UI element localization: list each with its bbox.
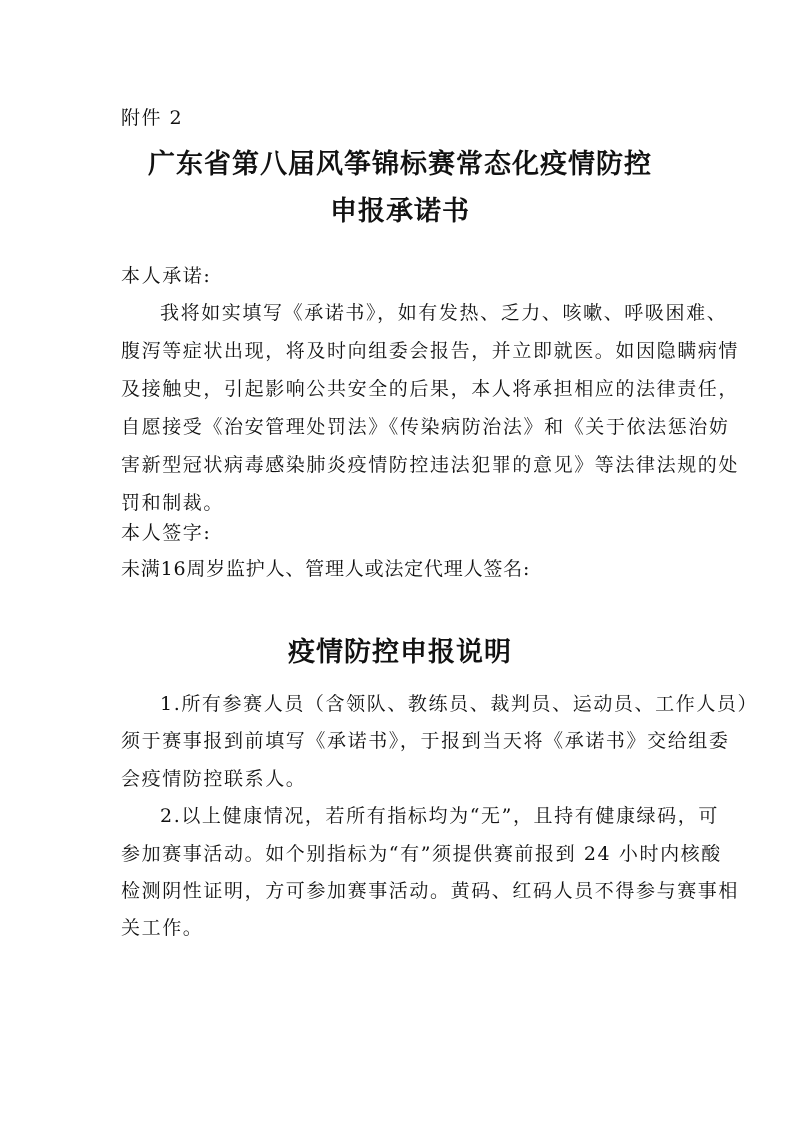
instruction-item-1-line: 1.所有参赛人员（含领队、教练员、裁判员、运动员、工作人员）: [160, 693, 759, 715]
pledge-line: 自愿接受《治安管理处罚法》《传染病防治法》和《关于依法惩治妨: [121, 416, 730, 438]
pledge-line: 及接触史，引起影响公共安全的后果，本人将承担相应的法律责任，: [121, 378, 740, 400]
instruction-item-2-line: 关工作。: [121, 917, 204, 939]
pledge-line: 害新型冠状病毒感染肺炎疫情防控违法犯罪的意见》等法律法规的处: [121, 454, 740, 476]
guardian-signature-label: 未满16周岁监护人、管理人或法定代理人签名:: [121, 558, 531, 580]
signature-label: 本人签字:: [121, 522, 212, 544]
instruction-item-2-line: 参加赛事活动。如个别指标为“有”须提供赛前报到 24 小时内核酸: [121, 843, 722, 865]
section-title: 疫情防控申报说明: [288, 637, 512, 668]
document-title-line-2: 申报承诺书: [330, 196, 470, 227]
pledge-line: 腹泻等症状出现，将及时向组委会报告，并立即就医。如因隐瞒病情: [121, 340, 740, 362]
document-title-line-1: 广东省第八届风筝锦标赛常态化疫情防控: [148, 149, 652, 180]
pledge-heading: 本人承诺:: [121, 265, 212, 287]
pledge-line: 罚和制裁。: [121, 492, 225, 514]
attachment-label: 附件 2: [121, 107, 184, 129]
instruction-item-1-line: 须于赛事报到前填写《承诺书》，于报到当天将《承诺书》交给组委: [121, 730, 730, 752]
instruction-item-1-line: 会疫情防控联系人。: [121, 768, 307, 790]
pledge-line: 我将如实填写《承诺书》，如有发热、乏力、咳嗽、呼吸困难、: [160, 302, 728, 324]
instruction-item-2-line: 2.以上健康情况，若所有指标均为“无”，且持有健康绿码，可: [160, 805, 719, 827]
instruction-item-2-line: 检测阴性证明，方可参加赛事活动。黄码、红码人员不得参与赛事相: [121, 880, 740, 902]
